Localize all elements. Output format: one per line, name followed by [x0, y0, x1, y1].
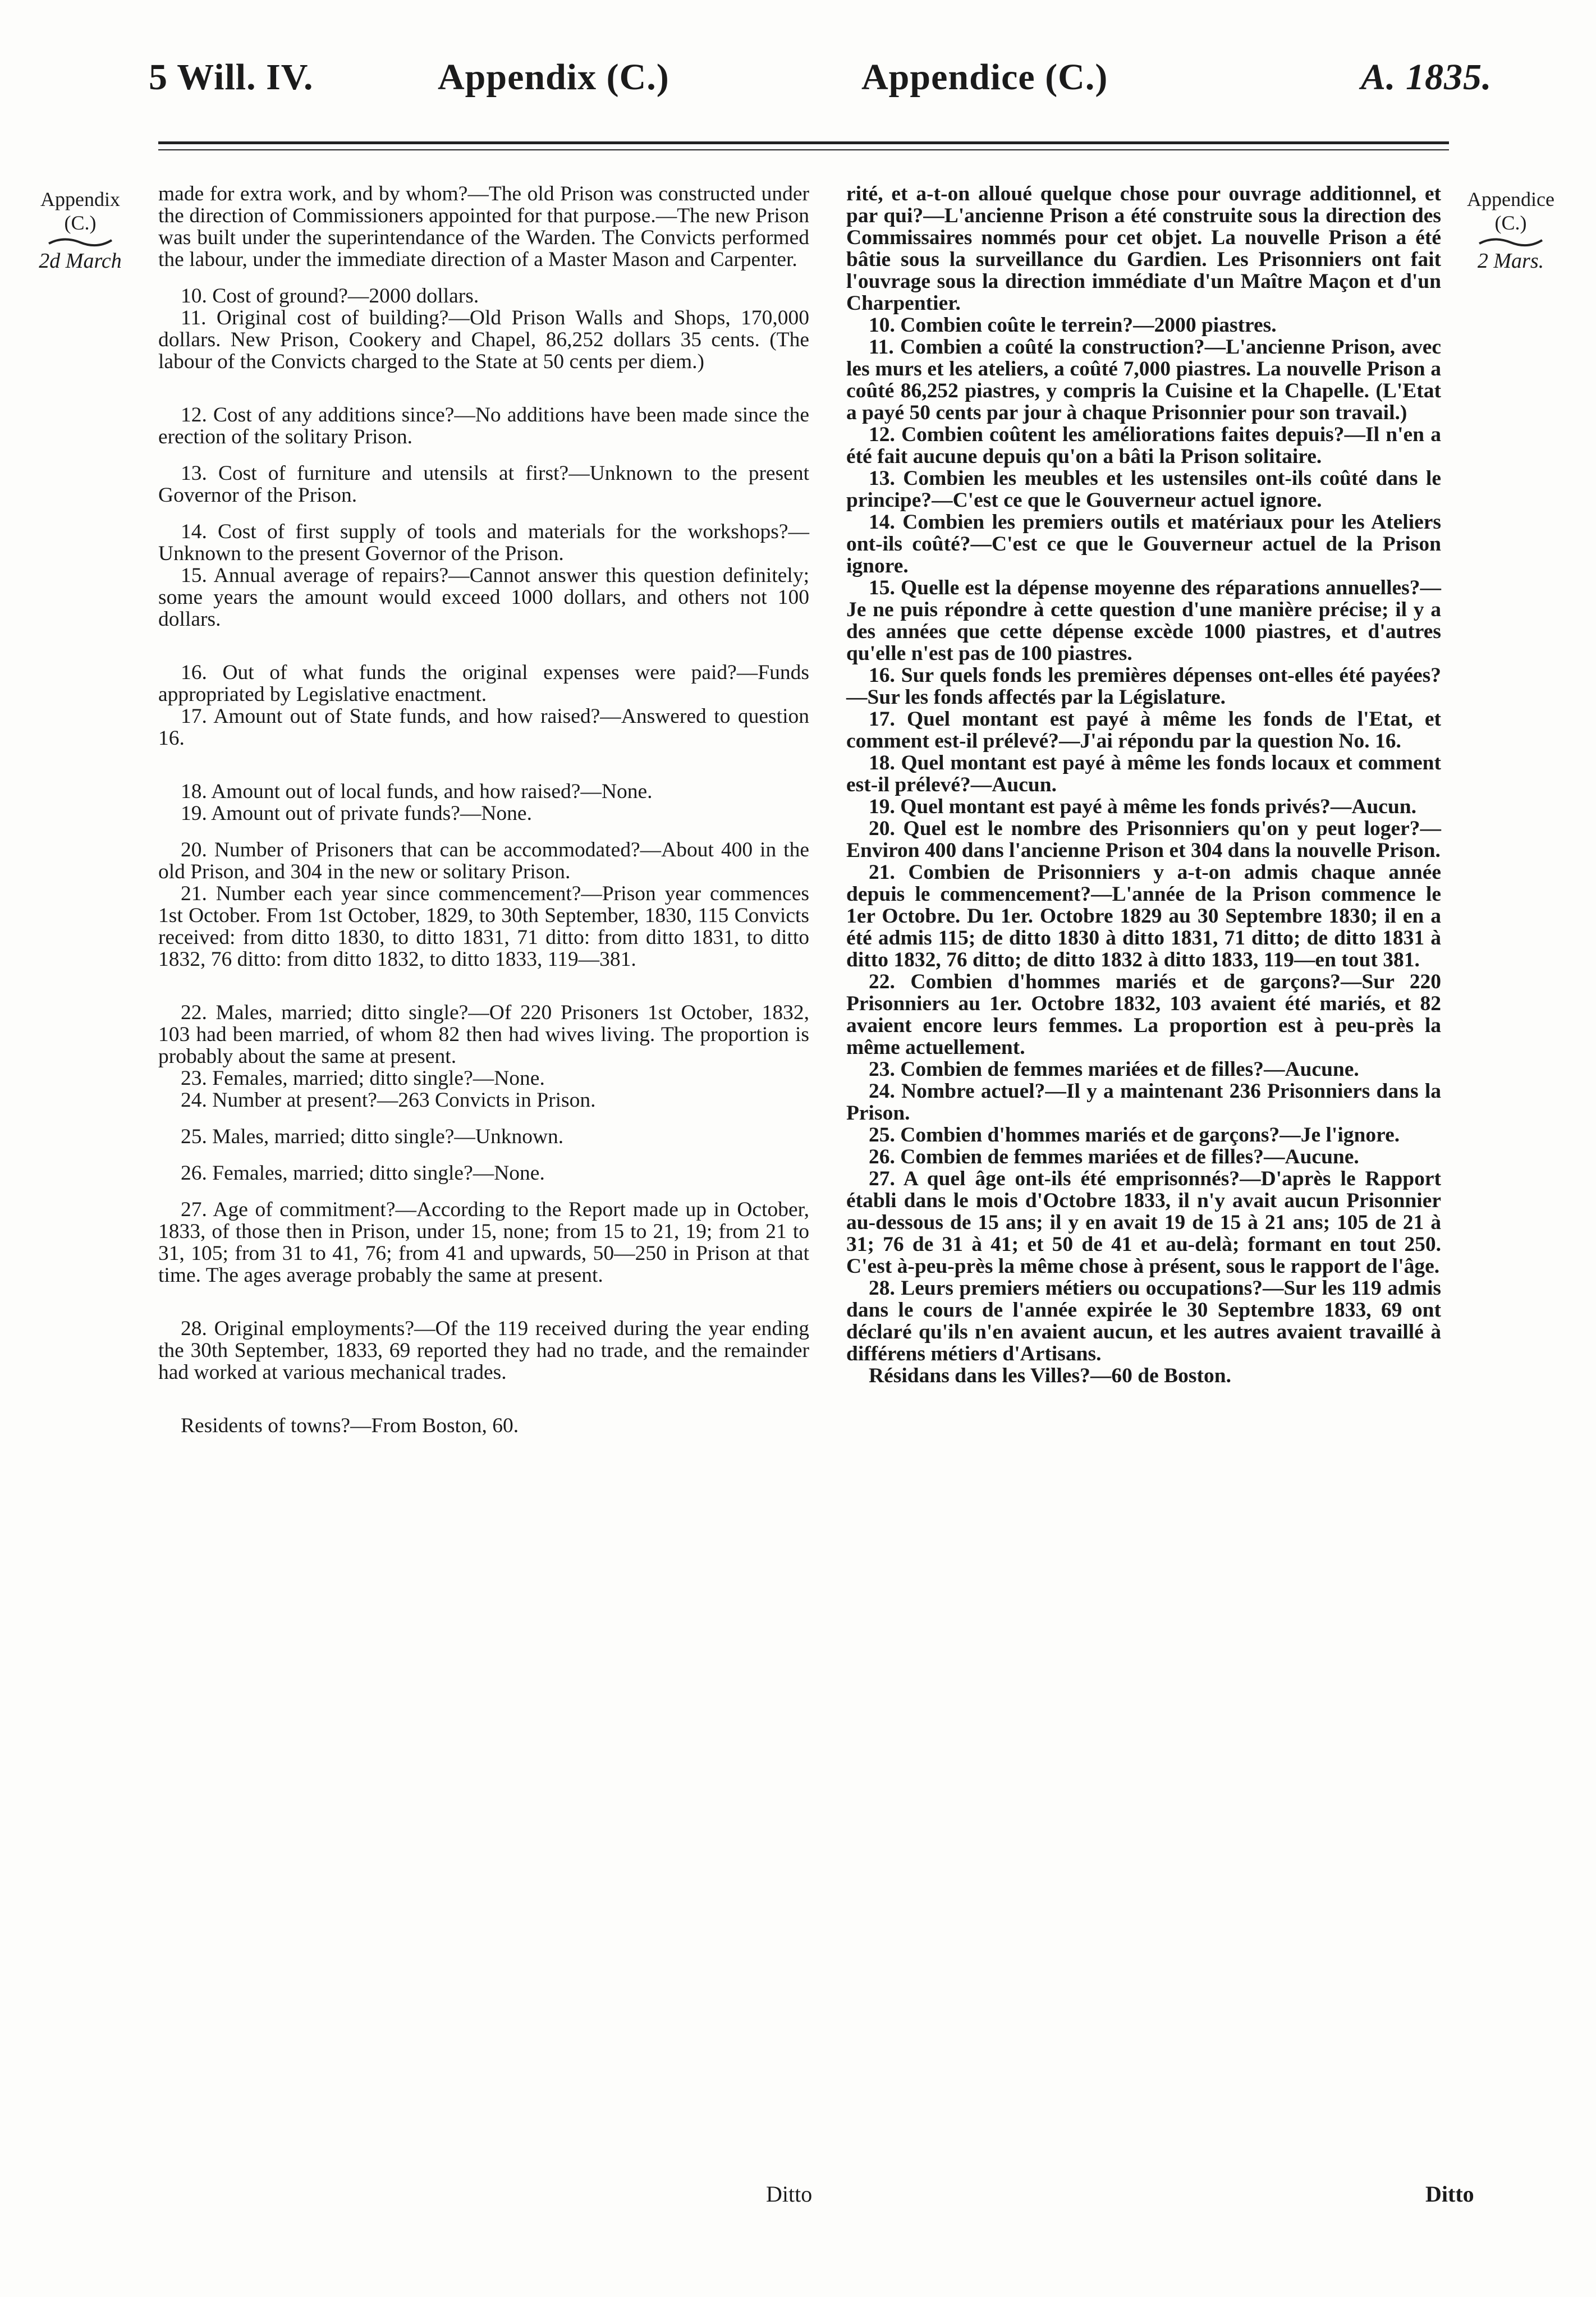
header-regnal-year: 5 Will. IV.: [149, 57, 314, 98]
fr-question-25: 25. Combien d'hommes mariés et de garçons?—Je l'ignore.: [869, 1124, 1400, 1147]
en-paragraph-continuation: made for extra work, and by whom?—The old Prison was constructed under the direction of Commissioners appointed for that purpose.—The new Prison was built under the superintendance of the Warden. The Convicts performed the labour, under the immediate direction of a Master Mason and Carpenter.: [158, 182, 809, 271]
en-question-19: 19. Amount out of private funds?—None.: [181, 802, 532, 825]
header-rule-thick: [158, 141, 1449, 144]
french-column: [846, 183, 1441, 1387]
en-question-13: 13. Cost of furniture and utensils at first?—Unknown to the present Governor of the Prison.: [158, 462, 809, 507]
en-residents-of-towns: Residents of towns?—From Boston, 60.: [181, 1414, 519, 1437]
catchword-left: Ditto: [766, 2181, 813, 2207]
margin-note-left: [21, 187, 139, 273]
fr-question-20: 20. Quel est le nombre des Prisonniers qu'on y peut loger?—Environ 400 dans l'ancienne Prison et 304 dans la nouvelle Prison.: [846, 817, 1441, 862]
en-question-23: 23. Females, married; ditto single?—None.: [181, 1067, 545, 1090]
swash-ornament-icon: [1477, 236, 1544, 248]
fr-question-24: 24. Nombre actuel?—Il y a maintenant 236 Prisonniers dans la Prison.: [846, 1080, 1441, 1125]
en-question-25: 25. Males, married; ditto single?—Unknown.: [181, 1125, 564, 1148]
margin-note-right: [1443, 187, 1578, 273]
margin-note-left-title: Appendix: [40, 188, 120, 210]
swash-ornament-icon: [47, 236, 114, 248]
en-question-21: 21. Number each year since commencement?—Prison year commences 1st October. From 1st October, 1829, to 30th September, 1830, 115 Convicts received: from ditto 1830, to ditto 1831, 71 ditto: from ditto 1831, to ditto 1832, 76 ditto: from ditto 1832, to ditto 1833, 119—381.: [158, 882, 809, 971]
english-column: [158, 183, 809, 1437]
catchword-right: Ditto: [1425, 2181, 1474, 2207]
header-rule-thin: [158, 149, 1449, 150]
fr-question-11: 11. Combien a coûté la construction?—L'ancienne Prison, avec les murs et les ateliers, a coûté 7,000 piastres. La nouvelle Prison a coûté 86,252 piastres, y compris la Cuisine et la Chapelle. (L'Etat a payé 50 cents par jour à chaque Prisonnier pour son travail.): [846, 336, 1441, 424]
fr-question-28: 28. Leurs premiers métiers ou occupations?—Sur les 119 admis dans le cours de l'année expirée le 30 Septembre 1833, 69 ont déclaré qu'ils n'en avaient aucun, et les autres avaient travaillé à différens métiers d'Artisans.: [846, 1277, 1441, 1365]
fr-question-14: 14. Combien les premiers outils et matériaux pour les Ateliers ont-ils coûté?—C'est ce que le Gouverneur actuel de la Prison ignore.: [846, 511, 1441, 577]
en-question-16: 16. Out of what funds the original expenses were paid?—Funds appropriated by Legislative enactment.: [158, 661, 809, 706]
fr-question-27: 27. A quel âge ont-ils été emprisonnés?—D'après le Rapport établi dans le mois d'Octobre 1833, il n'y avait aucun Prisonnier au-dessous de 15 ans; il y en avait 19 de 15 à 21 ans; 105 de 21 à 31; 76 de 31 à 41; et 50 de 41 et au-delà; formant en tout 250. C'est à-peu-près la même chose à présent, sous le rapport de l'âge.: [846, 1167, 1441, 1278]
en-question-26: 26. Females, married; ditto single?—None.: [181, 1162, 545, 1185]
en-question-27: 27. Age of commitment?—According to the Report made up in October, 1833, of those then in Prison, under 15, none; from 15 to 21, 19; from 21 to 31, 105; from 31 to 41, 76; from 41 and upwards, 50—250 in Prison at that time. The ages average probably the same at present.: [158, 1198, 809, 1287]
margin-note-right-title: Appendice: [1467, 188, 1554, 210]
fr-paragraph-continuation: rité, et a-t-on alloué quelque chose pour ouvrage additionnel, et par qui?—L'ancienne Prison a été construite sous la direction des Commissaires nommés pour cet objet. La nouvelle Prison a été bâtie sous la surveillance du Gardien. Les Prisonniers ont fait l'ouvrage sous la direction immédiate d'un Maître Maçon et d'un Charpentier.: [846, 182, 1441, 315]
en-question-17: 17. Amount out of State funds, and how raised?—Answered to question 16.: [158, 705, 809, 750]
margin-note-right-sub: (C.): [1494, 212, 1527, 234]
fr-residents-villes: Résidans dans les Villes?—60 de Boston.: [869, 1364, 1231, 1387]
running-header: [0, 39, 1596, 112]
en-question-24: 24. Number at present?—263 Convicts in Prison.: [181, 1089, 596, 1112]
fr-question-18: 18. Quel montant est payé à même les fonds locaux et comment est-il prélevé?—Aucun.: [846, 751, 1441, 796]
margin-note-left-date: 2d March: [39, 249, 122, 273]
header-appendix-fr: Appendice (C.): [861, 57, 1108, 98]
en-question-28: 28. Original employments?—Of the 119 received during the year ending the 30th September, 1833, 69 reported they had no trade, and the remainder had worked at various mechanical trades.: [158, 1317, 809, 1384]
fr-question-19: 19. Quel montant est payé à même les fonds privés?—Aucun.: [869, 795, 1417, 818]
margin-note-left-sub: (C.): [64, 212, 97, 234]
en-question-11: 11. Original cost of building?—Old Prison Walls and Shops, 170,000 dollars. New Prison, Cookery and Chapel, 86,252 dollars 35 cents. (The labour of the Convicts charged to the State at 50 cents per diem.): [158, 306, 809, 373]
fr-question-21: 21. Combien de Prisonniers y a-t-on admis chaque année depuis le commencement?—L'année de la Prison commence le 1er Octobre. Du 1er. Octobre 1829 au 30 Septembre 1830; il en a été admis 115; de ditto 1830 à ditto 1831, 71 ditto; de ditto 1831 à ditto 1832, 76 ditto; de ditto 1832 à ditto 1833, 119—en tout 381.: [846, 861, 1441, 971]
en-question-14: 14. Cost of first supply of tools and materials for the workshops?—Unknown to the present Governor of the Prison.: [158, 520, 809, 565]
fr-question-22: 22. Combien d'hommes mariés et de garçons?—Sur 220 Prisonniers au 1er. Octobre 1832, 103 avaient été mariés, et 82 avaient encore leurs femmes. La proportion est à peu-près la même actuellement.: [846, 970, 1441, 1059]
fr-question-15: 15. Quelle est la dépense moyenne des réparations annuelles?—Je ne puis répondre à cette question d'une manière précise; il y a des années que cette dépense excède 1000 piastres, et d'autres qu'elle n'est pas de 100 piastres.: [846, 576, 1441, 665]
en-question-10: 10. Cost of ground?—2000 dollars.: [181, 285, 479, 308]
en-question-12: 12. Cost of any additions since?—No additions have been made since the erection of the solitary Prison.: [158, 404, 809, 448]
fr-question-23: 23. Combien de femmes mariées et de filles?—Aucune.: [869, 1058, 1359, 1081]
en-question-20: 20. Number of Prisoners that can be accommodated?—About 400 in the old Prison, and 304 in the new or solitary Prison.: [158, 838, 809, 883]
fr-question-10: 10. Combien coûte le terrein?—2000 piastres.: [869, 314, 1277, 337]
fr-question-12: 12. Combien coûtent les améliorations faites depuis?—Il n'en a été fait aucune depuis qu'on a bâti la Prison solitaire.: [846, 423, 1441, 468]
header-appendix-en: Appendix (C.): [438, 57, 669, 98]
fr-question-17: 17. Quel montant est payé à même les fonds de l'Etat, et comment est-il prélevé?—J'ai répondu par la question No. 16.: [846, 708, 1441, 753]
en-question-18: 18. Amount out of local funds, and how raised?—None.: [181, 780, 653, 803]
fr-question-13: 13. Combien les meubles et les ustensiles ont-ils coûté dans le principe?—C'est ce que le Gouverneur actuel ignore.: [846, 467, 1441, 512]
fr-question-16: 16. Sur quels fonds les premières dépenses ont-elles été payées?—Sur les fonds affectés par la Législature.: [846, 664, 1441, 709]
en-question-22: 22. Males, married; ditto single?—Of 220 Prisoners 1st October, 1832, 103 had been married, of whom 82 then had wives living. The proportion is probably about the same at present.: [158, 1001, 809, 1068]
header-year: A. 1835.: [1361, 57, 1492, 98]
en-question-15: 15. Annual average of repairs?—Cannot answer this question definitely; some years the amount would exceed 1000 dollars, and others not 100 dollars.: [158, 564, 809, 631]
margin-note-right-date: 2 Mars.: [1477, 249, 1544, 273]
fr-question-26: 26. Combien de femmes mariées et de filles?—Aucune.: [869, 1145, 1359, 1168]
